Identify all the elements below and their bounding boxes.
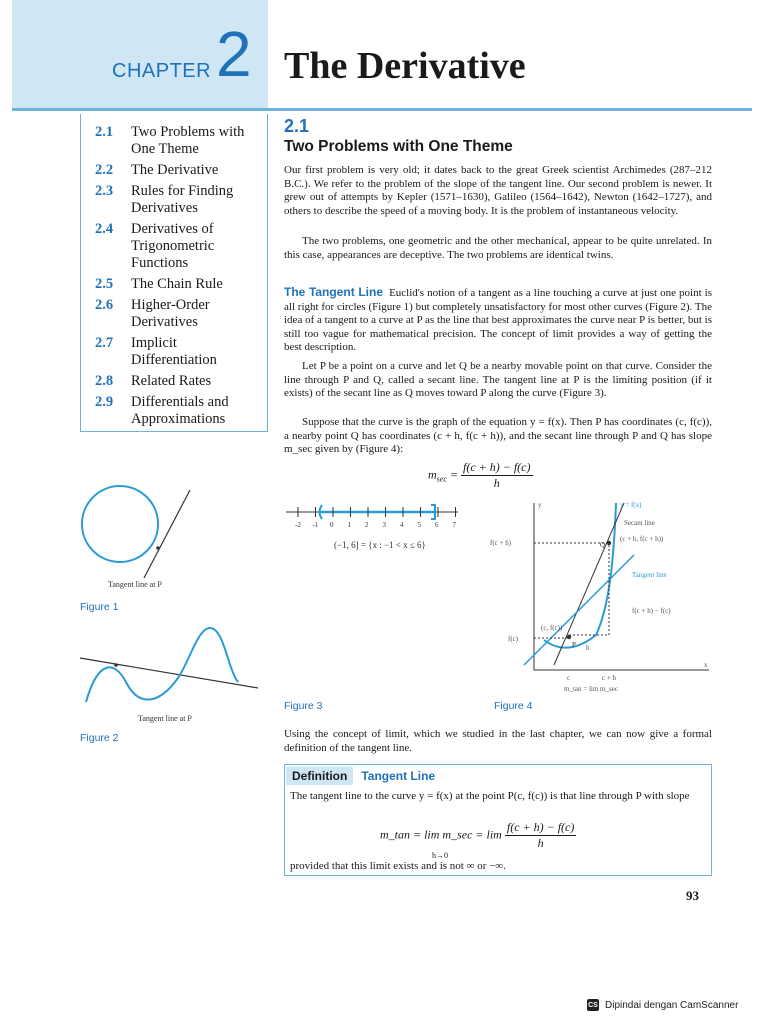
- tangent-label: Tangent line: [632, 571, 667, 579]
- tick-label: -2: [295, 521, 301, 529]
- x-axis-label: x: [704, 661, 708, 669]
- camscanner-text: Dipindai dengan CamScanner: [605, 999, 739, 1011]
- toc-num: 2.5: [95, 276, 114, 292]
- toc-item[interactable]: [95, 221, 261, 272]
- toc-title: Derivatives of Trigonometric Functions: [131, 221, 215, 271]
- msec-sub: sec: [436, 474, 447, 484]
- p-label: P: [572, 641, 576, 649]
- toc-item[interactable]: [95, 276, 261, 293]
- figure-1-label: Tangent line at P: [108, 580, 162, 589]
- paragraph-3-text: Euclid's notion of a tangent as a line touching a curve at just one point is all right for circles (Figure 1) but completely unsatisfactory for most other curves (Figure 2). The idea of a tangent to a curve at P as the line that best approximates the curve near P is better, but is still too vague for mathematical precision. The concept of limit provides a way of getting the best description.: [284, 287, 712, 354]
- definition-header: [286, 766, 435, 786]
- toc-item[interactable]: [95, 373, 261, 390]
- mtan-formula: [380, 820, 576, 860]
- point-q: [607, 541, 611, 545]
- toc-num: 2.3: [95, 183, 114, 199]
- toc-title: Related Rates: [131, 373, 212, 389]
- page-number: 93: [686, 888, 699, 903]
- tick-label: 5: [417, 521, 421, 529]
- c-tick-label: c: [567, 674, 571, 682]
- yfx-label: y = f(x): [620, 501, 642, 509]
- toc-title: The Chain Rule: [131, 276, 223, 292]
- h-label: h: [586, 644, 590, 652]
- formula-left: m_tan = lim m_sec = lim: [380, 827, 502, 842]
- wavy-curve: [86, 628, 238, 702]
- toc-title: Rules for Finding Derivatives: [131, 183, 234, 216]
- figure-4-graphic: [484, 495, 714, 695]
- tangent-line-heading: The Tangent Line: [284, 285, 383, 299]
- msec-numerator: f(c + h) − f(c): [463, 460, 531, 474]
- camscanner-icon: CS: [587, 999, 599, 1011]
- paragraph-2: The two problems, one geometric and the other mechanical, appear to be quite unrelated. In this case, appearances are deceptive. The two problems are identical twins.: [284, 235, 712, 261]
- tick-label: -1: [312, 521, 319, 529]
- definition-text: The tangent line to the curve y = f(x) at the point P(c, f(c)) is that line through P with slope: [290, 790, 690, 802]
- circle-curve: [82, 486, 158, 562]
- tangent-line: [524, 555, 634, 665]
- fch-label: f(c + h): [490, 539, 512, 547]
- figure-3-set-label: (−1, 6] = {x : −1 < x ≤ 6}: [334, 540, 426, 550]
- secant-label: Secant line: [624, 519, 655, 527]
- toc-num: 2.4: [95, 221, 114, 237]
- paragraph-6: Using the concept of limit, which we studied in the last chapter, we can now give a formal definition of the tangent line.: [284, 728, 712, 754]
- paragraph-3: [284, 286, 712, 355]
- diff-label: f(c + h) − f(c): [632, 607, 671, 615]
- figure-2-label: Tangent line at P: [138, 714, 192, 723]
- figure-3-caption: Figure 3: [284, 700, 323, 712]
- chapter-title: The Derivative: [284, 45, 526, 87]
- point-p: [114, 663, 118, 667]
- header-rule: [12, 108, 752, 111]
- toc-item[interactable]: [95, 183, 261, 217]
- limit-subscript: h→0: [432, 851, 448, 860]
- definition-provided: provided that this limit exists and is not ∞ or −∞.: [290, 860, 506, 872]
- camscanner-watermark: [587, 999, 738, 1011]
- limit-label: m_tan = lim m_sec: [564, 685, 618, 693]
- toc-num: 2.8: [95, 373, 114, 389]
- figure-2-graphic: [78, 620, 268, 715]
- msec-lhs: m: [428, 467, 437, 482]
- toc-box: [80, 114, 268, 432]
- figure-3-graphic: [284, 500, 464, 530]
- figure-2-caption: Figure 2: [80, 732, 119, 744]
- tick-label: 2: [365, 521, 369, 529]
- tangent-line: [80, 658, 258, 688]
- tick-label: 3: [382, 521, 386, 529]
- toc-num: 2.1: [95, 124, 114, 140]
- paragraph-4: Let P be a point on a curve and let Q be a nearby movable point on that curve. Consider the line through P and Q, called a secant line. The tangent line at P is the limiting position (if it exists) of the secant line as Q moves toward P along the curve (Figure 3).: [284, 360, 712, 400]
- figure-4-caption: Figure 4: [494, 700, 533, 712]
- definition-name: Tangent Line: [361, 769, 436, 783]
- formula-numerator: f(c + h) − f(c): [506, 820, 575, 834]
- toc-title: Differentials and Approximations: [131, 394, 229, 427]
- fc-label: f(c): [508, 635, 519, 643]
- tick-label: 1: [347, 521, 351, 529]
- toc-title: The Derivative: [131, 162, 219, 178]
- section-title: Two Problems with One Theme: [284, 138, 513, 155]
- p-coord-label: (c, f(c)): [541, 624, 563, 632]
- toc-item[interactable]: [95, 394, 261, 428]
- toc-title: Higher-Order Derivatives: [131, 297, 210, 330]
- toc-item[interactable]: [95, 124, 261, 158]
- formula-denominator: h: [537, 836, 544, 850]
- paragraph-1: Our first problem is very old; it dates back to the great Greek scientist Archimedes (287–212 B.C.). We refer to the problem of the slope of the tangent line. Our second problem is newer. It grew out of attempts by Kepler (1571–1630), Galileo (1564–1642), Newton (1642–1727), and others to describe the speed of a moving body. It is the problem of instantaneous velocity.: [284, 164, 712, 217]
- toc-title: Implicit Differentiation: [131, 335, 217, 368]
- paragraph-5: Suppose that the curve is the graph of the equation y = f(x). Then P has coordinates (c, f(c)), a nearby point Q has coordinates (c + h, f(c + h)), and the secant line through P and Q has slope m_sec given by (Figure 4):: [284, 416, 712, 456]
- tick-label: 6: [435, 521, 439, 529]
- toc-title: Two Problems with One Theme: [131, 124, 245, 157]
- ch-tick-label: c + h: [602, 674, 617, 682]
- section-number: 2.1: [284, 116, 310, 136]
- toc-num: 2.9: [95, 394, 114, 410]
- msec-denominator: h: [493, 476, 500, 490]
- tick-label: 7: [452, 521, 456, 529]
- chapter-label: CHAPTER: [112, 60, 212, 82]
- tick-label: 4: [400, 521, 404, 529]
- point-p: [567, 635, 571, 639]
- toc-num: 2.6: [95, 297, 114, 313]
- toc-num: 2.2: [95, 162, 114, 178]
- tick-label: 0: [330, 521, 334, 529]
- y-axis-label: y: [538, 501, 542, 509]
- msec-formula: $m_{sec}$ = $\frac{f(c + h) - f(c)}{h}$: [428, 460, 531, 490]
- toc-item[interactable]: [95, 162, 261, 179]
- q-coord-label: (c + h, f(c + h)): [620, 535, 664, 543]
- definition-label: Definition: [286, 767, 353, 785]
- chapter-number: 2: [216, 18, 252, 90]
- toc-item[interactable]: [95, 297, 261, 331]
- figure-1-caption: Figure 1: [80, 601, 119, 613]
- toc-num: 2.7: [95, 335, 114, 351]
- q-label: Q: [600, 541, 606, 549]
- point-p: [156, 546, 160, 550]
- toc-item[interactable]: [95, 335, 261, 369]
